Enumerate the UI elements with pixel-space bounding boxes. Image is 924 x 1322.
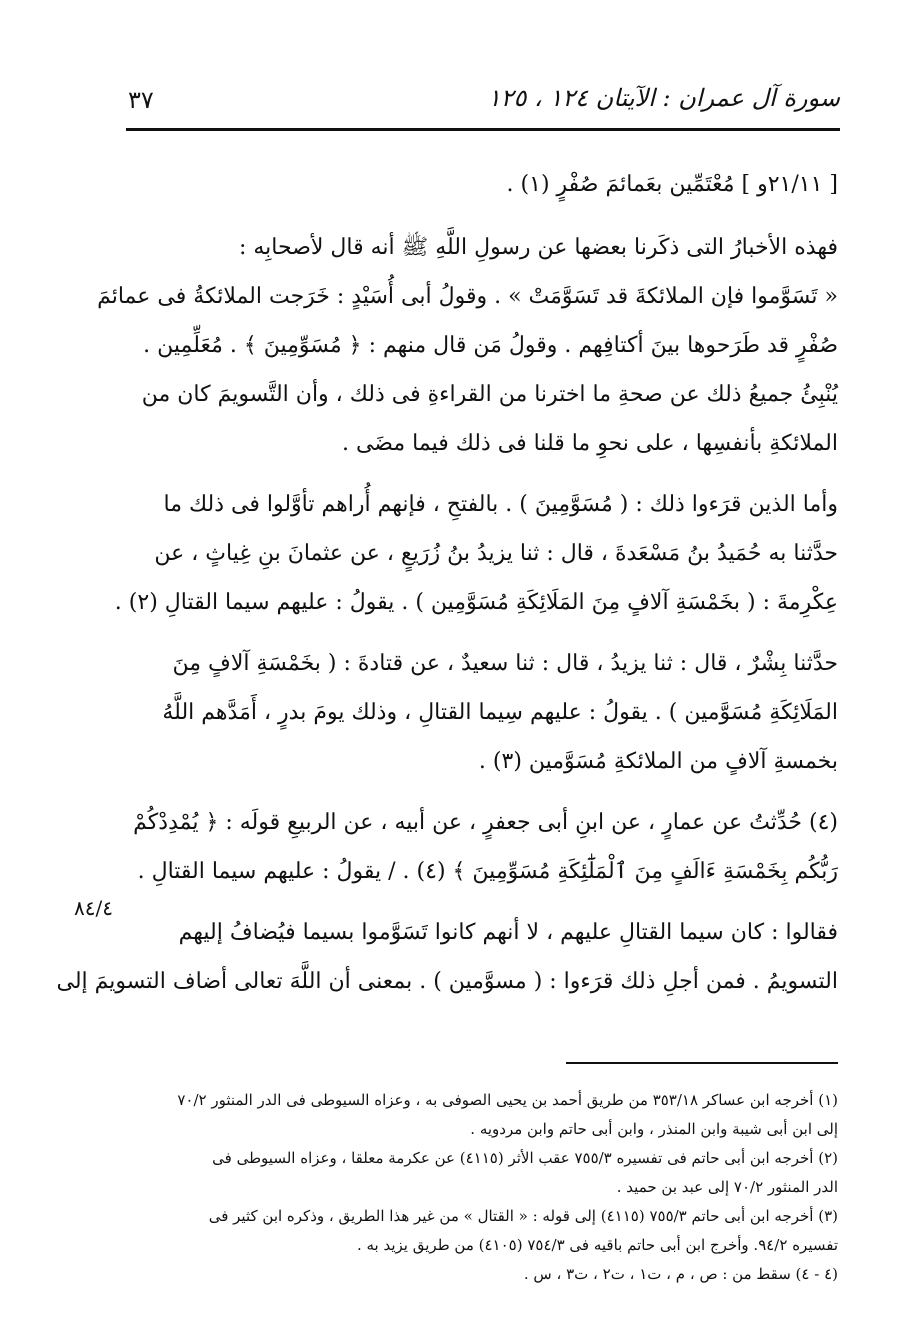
page-number: ٣٧ — [128, 86, 154, 114]
footnotes — [126, 1086, 838, 1289]
footnote — [126, 1202, 838, 1260]
text-line: صُفْرٍ قد طَرَحوها بينَ أكتافِهم . وقولُ مَن قال منهم : ﴿ مُسَوِّمِينَ ﴾ . مُعَلِّمِين . — [143, 333, 838, 358]
footnote-line: إلى ابن أبى شيبة وابن المنذر ، وابن أبى حاتم وابن مردويه . — [470, 1120, 838, 1138]
page-header — [128, 78, 840, 122]
text-line: فقالوا : كان سيما القتالِ عليهم ، لا أنهم كانوا تَسَوَّموا بسيما فيُضافُ إليهم — [178, 920, 838, 945]
text-line: الملائكةِ بأنفسِها ، على نحوِ ما قلنا فى ذلك فيما مضَى . — [341, 431, 838, 456]
text-line: التسويمُ . فمن أجلِ ذلك قرَءوا : ( مسوَّمين ) . بمعنى أن اللَّهَ تعالى أضاف التسويمَ إلى — [56, 969, 838, 994]
running-title: سورة آل عمران : الآيتان ١٢٤ ، ١٢٥ — [487, 84, 840, 112]
footnote-line: (٣) أخرجه ابن أبى حاتم ٧٥٥/٣ (٤١١٥) إلى قوله : « القتال » من غير هذا الطريق ، وذكره ابن كثير فى — [208, 1207, 838, 1225]
paragraph — [126, 798, 838, 896]
text-line: بخمسةِ آلافٍ من الملائكةِ مُسَوَّمين (٣) . — [478, 749, 838, 774]
footnote-line: (٢) أخرجه ابن أبى حاتم فى تفسيره ٧٥٥/٣ عقب الأثر (٤١١٥) عن عكرمة معلقا ، وعزاه السيوطى فى — [212, 1149, 838, 1167]
footnote-line: تفسيره ٩٤/٢. وأخرج ابن أبى حاتم باقيه فى ٧٥٤/٣ (٤١٠٥) من طريق يزيد به . — [356, 1236, 838, 1254]
footnote — [126, 1260, 838, 1289]
text-line: المَلَائِكَةِ مُسَوَّمين ) . يقولُ : عليهم سِيما القتالِ ، وذلك يومَ بدرٍ ، أَمَدَّهم اللَّهُ — [162, 700, 838, 725]
text-line: رَبُّكُم بِخَمْسَةِ ءَالَفٍ مِنَ ٱلْمَلَٰٓئِكَةِ مُسَوِّمِينَ ﴾ (٤) . / يقولُ : عليهم سيما القتالِ . — [137, 859, 838, 884]
text-line: (٤) حُدِّثتُ عن عمارٍ ، عن ابنِ أبى جعفرٍ ، عن أبيه ، عن الربيعِ قولَه : ﴿ يُمْدِدْكُمْ — [133, 810, 838, 835]
footnote-line: (٤ - ٤) سقط من : ص ، م ، ت١ ، ت٢ ، ت٣ ، س . — [523, 1265, 838, 1283]
paragraph — [114, 480, 838, 627]
text-line: فهذه الأخبارُ التى ذكَرنا بعضها عن رسولِ اللَّهِ ﷺ أنه قال لأصحابِه : — [238, 235, 838, 260]
footnote-line: الدر المنثور ٧٠/٢ إلى عبد بن حميد . — [616, 1178, 838, 1196]
text-line: عِكْرِمةَ : ( بخَمْسَةِ آلافٍ مِنَ المَلَائِكَةِ مُسَوَّمِين ) . يقولُ : عليهم سيما القتالِ (٢) . — [114, 590, 838, 615]
text-line: وأما الذين قرَءوا ذلك : ( مُسَوَّمِينَ ) . بالفتحِ ، فإنهم أُراهم تأوَّلوا فى ذلك ما — [163, 492, 838, 517]
header-rule — [126, 128, 840, 131]
text-line: حدَّثنا به حُمَيدُ بنُ مَسْعَدةَ ، قال : ثنا يزيدُ بنُ زُرَيعٍ ، عن عثمانَ بنِ غِياثٍ ، عن — [154, 541, 838, 566]
text-line: يُنْبِئُ جميعُ ذلك عن صحةِ ما اخترنا من القراءةِ فى ذلك ، وأن التَّسويمَ كان من — [141, 382, 838, 407]
margin-page-marker: ٨٤/٤ — [74, 896, 113, 920]
footnote — [126, 1144, 838, 1202]
paragraph — [97, 223, 838, 468]
paragraph — [126, 639, 838, 786]
footnote-line: (١) أخرجه ابن عساكر ٣٥٣/١٨ من طريق أحمد بن يحيى الصوفى به ، وعزاه السيوطى فى الدر المنثور ٧٠/٢ — [177, 1091, 838, 1109]
text-line: [ ٢١/١١و ] مُعْتَمِّين بعَمائمَ صُفْرٍ (١) . — [506, 172, 838, 197]
paragraph — [126, 160, 838, 209]
footnote — [126, 1086, 838, 1144]
text-line: « تَسَوَّموا فإن الملائكةَ قد تَسَوَّمَتْ » . وقولُ أبى أُسَيْدٍ : خَرَجت الملائكةُ فى عمائمَ — [97, 284, 838, 309]
footnote-rule — [566, 1062, 838, 1064]
text-line: حدَّثنا بِشْرٌ ، قال : ثنا يزيدُ ، قال : ثنا سعيدٌ ، عن قتادةَ : ( بخَمْسَةِ آلافٍ مِنَ — [172, 651, 838, 676]
